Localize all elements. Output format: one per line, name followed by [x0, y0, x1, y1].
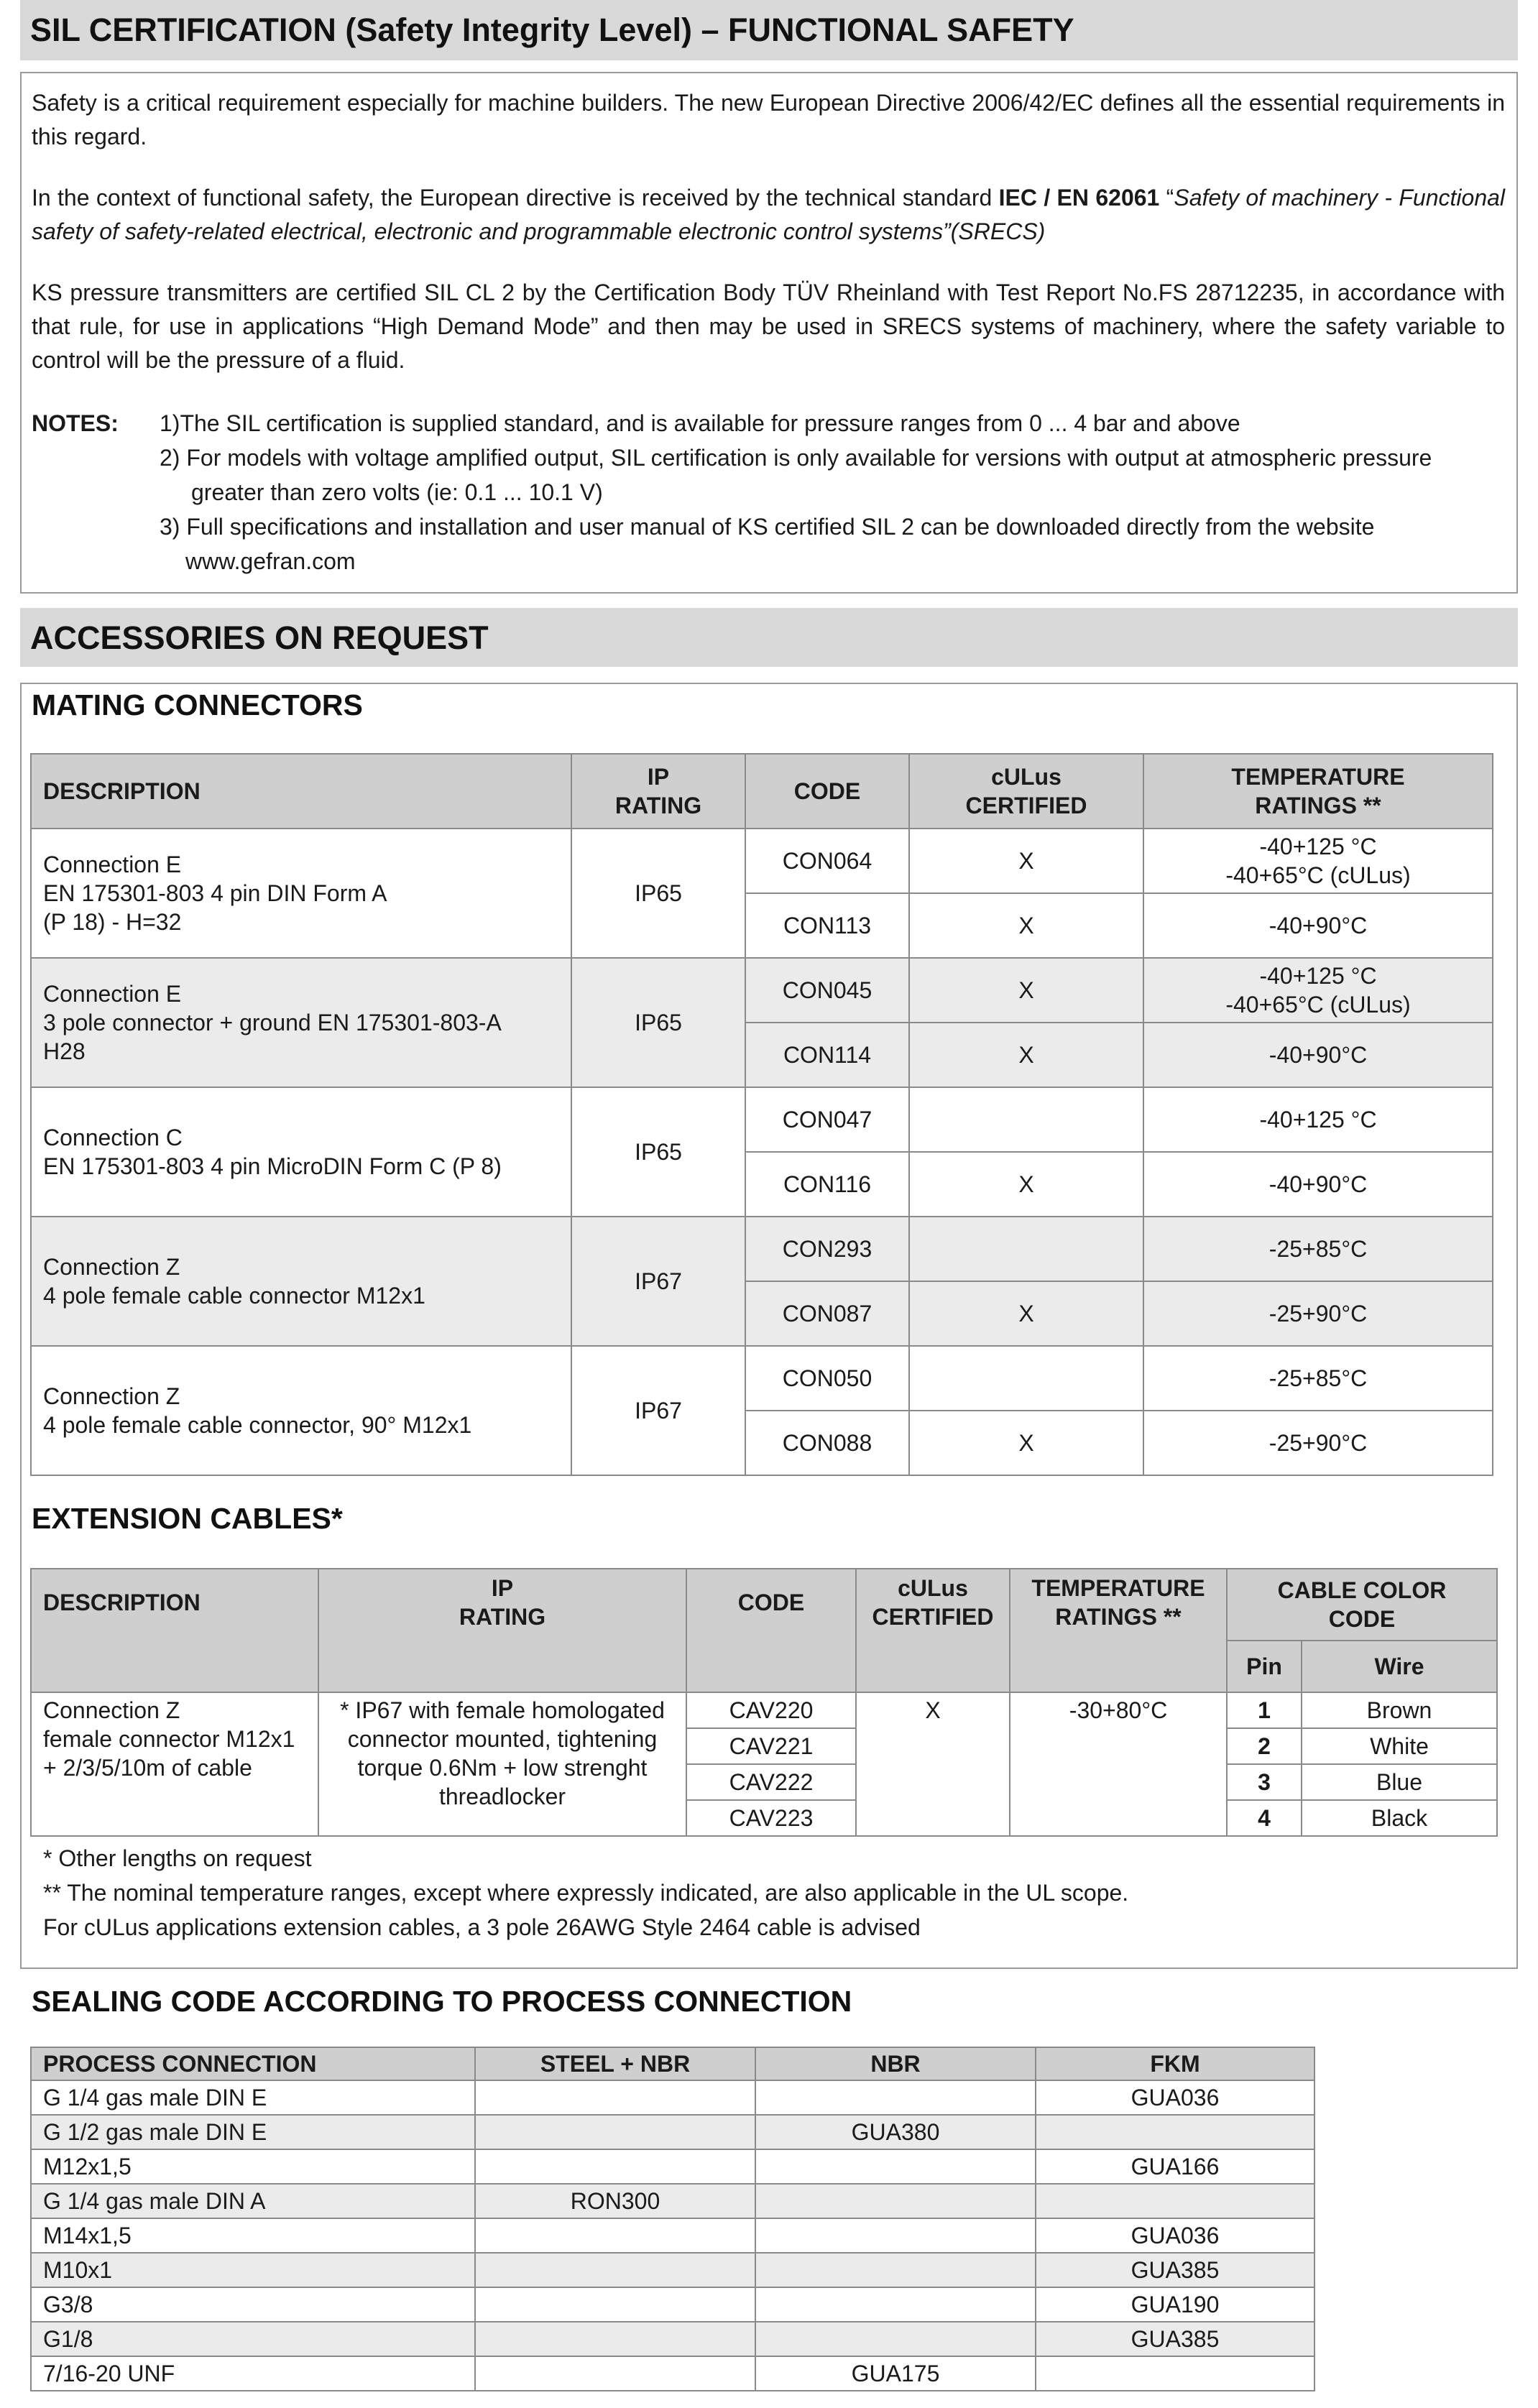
mating-temperature-line: -25+85°C — [1268, 1236, 1368, 1262]
note-1: 1)The SIL certification is supplied standard, and is available for pressure ranges from 0 ... 4 bar and above — [160, 410, 1240, 436]
sealing-fkm: GUA036 — [1036, 2080, 1314, 2115]
mating-temperature — [1143, 1087, 1493, 1152]
ext-ip-line-3: torque 0.6Nm + low strenght — [357, 1755, 648, 1781]
mating-description-line: EN 175301-803 4 pin DIN Form A — [43, 880, 387, 906]
sealing-header-steel-nbr: STEEL + NBR — [475, 2047, 755, 2080]
ext-wire-4: Black — [1302, 1800, 1497, 1836]
mating-temperature — [1143, 893, 1493, 958]
mating-description — [31, 958, 571, 1087]
ext-culus: X — [856, 1692, 1010, 1836]
sealing-fkm — [1036, 2356, 1314, 2391]
sealing-fkm: GUA190 — [1036, 2287, 1314, 2322]
sealing-fkm — [1036, 2184, 1314, 2218]
ext-description — [31, 1692, 318, 1836]
mating-row — [31, 1217, 1493, 1281]
ext-code-2: CAV221 — [686, 1728, 856, 1764]
sealing-fkm — [1036, 2115, 1314, 2149]
ext-header-color-1: CABLE COLOR — [1277, 1577, 1447, 1603]
accessories-title: ACCESSORIES ON REQUEST — [30, 619, 489, 656]
note-3a: 3) Full specifications and installation and user manual of KS certified SIL 2 can be downloaded directly from the website — [160, 514, 1375, 540]
mating-temperature-line: -40+90°C — [1268, 1171, 1368, 1197]
footnote-1: * Other lengths on request — [43, 1845, 312, 1871]
mating-description-line: H28 — [43, 1038, 86, 1064]
extension-row-1 — [31, 1692, 1497, 1728]
sealing-nbr — [755, 2253, 1036, 2287]
sealing-steel-nbr — [475, 2218, 755, 2253]
sealing-process-connection: G 1/4 gas male DIN A — [31, 2184, 475, 2218]
sealing-nbr — [755, 2080, 1036, 2115]
sealing-code-title: SEALING CODE ACCORDING TO PROCESS CONNECTION — [32, 1985, 852, 2018]
ext-header-wire: Wire — [1302, 1641, 1497, 1692]
ext-header-pin: Pin — [1227, 1641, 1302, 1692]
ext-header-ip-1: IP — [491, 1575, 514, 1601]
footnote-3: For cULus applications extension cables, a 3 pole 26AWG Style 2464 cable is advised — [43, 1914, 921, 1940]
mating-temperature — [1143, 958, 1493, 1023]
ext-pin-1: 1 — [1227, 1692, 1302, 1728]
sil-standard-name: IEC / EN 62061 — [998, 185, 1160, 211]
mating-temperature — [1143, 1281, 1493, 1346]
mating-row — [31, 958, 1493, 1023]
sealing-process-connection: G3/8 — [31, 2287, 475, 2322]
mating-temperature-line: -25+90°C — [1268, 1301, 1368, 1327]
sealing-header-nbr: NBR — [755, 2047, 1036, 2080]
sil-paragraph-3: KS pressure transmitters are certified SIL CL 2 by the Certification Body TÜV Rheinland with Test Report No.FS 28712235, in accordance with that rule, for use in applications “High Demand Mode” and then may be used in SRECS systems of machinery, where the safety variable to control will be the pressure of a fluid. — [32, 280, 1505, 373]
ext-desc-line-3: + 2/3/5/10m of cable — [43, 1755, 252, 1781]
mating-temperature — [1143, 1346, 1493, 1411]
mating-culus — [909, 1217, 1143, 1281]
sealing-row — [31, 2080, 1314, 2115]
sealing-header-row — [31, 2047, 1314, 2080]
mating-description-line: Connection E — [43, 981, 182, 1007]
mating-temperature-line: -25+90°C — [1268, 1430, 1368, 1456]
mating-culus: X — [909, 893, 1143, 958]
ext-code-1: CAV220 — [686, 1692, 856, 1728]
notes-label: NOTES: — [32, 410, 119, 436]
ext-pin-3: 3 — [1227, 1764, 1302, 1800]
mating-description — [31, 1217, 571, 1346]
mating-row — [31, 1346, 1493, 1411]
footnote-2: ** The nominal temperature ranges, except where expressly indicated, are also applicable in the UL scope. — [43, 1880, 1129, 1906]
mating-connectors-table — [30, 753, 1493, 1476]
ext-header-temp-2: RATINGS ** — [1055, 1604, 1182, 1630]
mating-ip-rating: IP65 — [571, 829, 745, 958]
sealing-nbr — [755, 2218, 1036, 2253]
note-2b: greater than zero volts (ie: 0.1 ... 10.1 V) — [191, 479, 603, 505]
sealing-fkm: GUA036 — [1036, 2218, 1314, 2253]
sealing-code-table — [30, 2047, 1315, 2391]
mating-temperature-line: -25+85°C — [1268, 1365, 1368, 1391]
mating-temperature-line: -40+65°C (cULus) — [1225, 992, 1411, 1018]
ext-ip-line-4: threadlocker — [438, 1784, 566, 1809]
sealing-process-connection: M14x1,5 — [31, 2218, 475, 2253]
mating-culus: X — [909, 829, 1143, 893]
header-ip-1: IP — [647, 764, 670, 790]
note-3b: www.gefran.com — [185, 548, 356, 574]
sealing-process-connection: M12x1,5 — [31, 2149, 475, 2184]
mating-culus: X — [909, 1152, 1143, 1217]
ext-pin-4: 4 — [1227, 1800, 1302, 1836]
ext-wire-2: White — [1302, 1728, 1497, 1764]
ext-header-culus — [856, 1569, 1010, 1692]
extension-cables-title: EXTENSION CABLES* — [32, 1502, 343, 1535]
sealing-row — [31, 2356, 1314, 2391]
ext-desc-line-2: female connector M12x1 — [43, 1726, 295, 1752]
sealing-row — [31, 2149, 1314, 2184]
mating-ip-rating: IP65 — [571, 958, 745, 1087]
mating-temperature-line: -40+65°C (cULus) — [1225, 862, 1411, 888]
mating-description — [31, 1346, 571, 1475]
sealing-row — [31, 2184, 1314, 2218]
ext-ip-line-1: * IP67 with female homologated — [340, 1697, 665, 1723]
header-culus-1: cULus — [991, 764, 1062, 790]
mating-culus: X — [909, 1023, 1143, 1087]
sealing-steel-nbr — [475, 2322, 755, 2356]
mating-code: CON113 — [745, 893, 909, 958]
mating-code: CON114 — [745, 1023, 909, 1087]
mating-description-line: Connection C — [43, 1125, 183, 1150]
mating-code: CON050 — [745, 1346, 909, 1411]
ext-header-color-2: CODE — [1328, 1606, 1396, 1632]
mating-temperature — [1143, 1152, 1493, 1217]
mating-row — [31, 1087, 1493, 1152]
mating-culus — [909, 1346, 1143, 1411]
ext-ip-line-2: connector mounted, tightening — [347, 1726, 658, 1752]
ext-header-ip-rating — [318, 1569, 686, 1692]
sil-paragraph-2-text: In the context of functional safety, the European directive is received by the technical standard — [32, 185, 999, 211]
sealing-nbr — [755, 2287, 1036, 2322]
mating-code: CON088 — [745, 1411, 909, 1475]
mating-temperature — [1143, 829, 1493, 893]
sealing-steel-nbr — [475, 2253, 755, 2287]
sealing-process-connection: G1/8 — [31, 2322, 475, 2356]
header-temp-1: TEMPERATURE — [1231, 764, 1405, 790]
sil-paragraph-1: Safety is a critical requirement especially for machine builders. The new European Directive 2006/42/EC defines all the essential requirements in this regard. — [32, 90, 1505, 149]
sealing-steel-nbr — [475, 2356, 755, 2391]
ext-header-temp-1: TEMPERATURE — [1031, 1575, 1205, 1601]
mating-temperature-line: -40+125 °C — [1259, 1107, 1377, 1133]
sealing-nbr — [755, 2184, 1036, 2218]
ext-desc-line-1: Connection Z — [43, 1697, 180, 1723]
sealing-row — [31, 2218, 1314, 2253]
sil-section-header — [20, 0, 1518, 60]
extension-footnotes — [43, 1841, 1128, 1945]
mating-code: CON045 — [745, 958, 909, 1023]
mating-temperature-line: -40+125 °C — [1259, 963, 1377, 989]
sealing-header-process: PROCESS CONNECTION — [31, 2047, 475, 2080]
mating-temperature-line: -40+125 °C — [1259, 834, 1377, 859]
mating-culus: X — [909, 1281, 1143, 1346]
sil-paragraph-2 — [32, 181, 1505, 249]
header-temperature — [1143, 754, 1493, 829]
sealing-steel-nbr: RON300 — [475, 2184, 755, 2218]
sealing-nbr — [755, 2322, 1036, 2356]
mating-description-line: 4 pole female cable connector, 90° M12x1 — [43, 1412, 472, 1438]
mating-code: CON087 — [745, 1281, 909, 1346]
ext-code-3: CAV222 — [686, 1764, 856, 1800]
mating-description-line: Connection Z — [43, 1254, 180, 1280]
mating-description-line: Connection Z — [43, 1383, 180, 1409]
ext-ip-rating — [318, 1692, 686, 1836]
sealing-row — [31, 2287, 1314, 2322]
mating-temperature — [1143, 1217, 1493, 1281]
header-temp-2: RATINGS ** — [1255, 793, 1381, 818]
mating-code: CON293 — [745, 1217, 909, 1281]
header-description: DESCRIPTION — [31, 754, 571, 829]
mating-connectors-title: MATING CONNECTORS — [32, 688, 363, 721]
ext-header-code: CODE — [686, 1569, 856, 1692]
ext-code-4: CAV223 — [686, 1800, 856, 1836]
accessories-section-header — [20, 608, 1518, 667]
sil-quote-open: “ — [1159, 185, 1174, 211]
sealing-nbr — [755, 2149, 1036, 2184]
sealing-fkm: GUA166 — [1036, 2149, 1314, 2184]
sealing-steel-nbr — [475, 2080, 755, 2115]
mating-code: CON116 — [745, 1152, 909, 1217]
extension-header-row — [31, 1569, 1497, 1641]
sealing-steel-nbr — [475, 2149, 755, 2184]
mating-temperature-line: -40+90°C — [1268, 913, 1368, 938]
ext-header-culus-2: CERTIFIED — [872, 1604, 994, 1630]
sealing-row — [31, 2322, 1314, 2356]
sealing-fkm: GUA385 — [1036, 2322, 1314, 2356]
ext-header-description: DESCRIPTION — [31, 1569, 318, 1692]
sealing-row — [31, 2115, 1314, 2149]
mating-description — [31, 829, 571, 958]
sealing-header-fkm: FKM — [1036, 2047, 1314, 2080]
sealing-nbr: GUA175 — [755, 2356, 1036, 2391]
ext-wire-3: Blue — [1302, 1764, 1497, 1800]
mating-culus — [909, 1087, 1143, 1152]
mating-ip-rating: IP65 — [571, 1087, 745, 1217]
mating-description-line: 4 pole female cable connector M12x1 — [43, 1283, 425, 1309]
mating-temperature-line: -40+90°C — [1268, 1042, 1368, 1068]
header-ip-rating — [571, 754, 745, 829]
mating-ip-rating: IP67 — [571, 1346, 745, 1475]
sealing-steel-nbr — [475, 2287, 755, 2322]
header-code: CODE — [745, 754, 909, 829]
mating-culus: X — [909, 958, 1143, 1023]
mating-description — [31, 1087, 571, 1217]
mating-header-row — [31, 754, 1493, 829]
sealing-process-connection: M10x1 — [31, 2253, 475, 2287]
mating-culus: X — [909, 1411, 1143, 1475]
ext-wire-1: Brown — [1302, 1692, 1497, 1728]
sil-title: SIL CERTIFICATION (Safety Integrity Level) – FUNCTIONAL SAFETY — [30, 11, 1074, 48]
ext-temperature: -30+80°C — [1010, 1692, 1227, 1836]
mating-temperature — [1143, 1023, 1493, 1087]
sil-standard-title: Safety of machinery - Functional safety of safety-related electrical, electronic and programmable electronic control systems”(SRECS) — [32, 185, 1506, 244]
ext-header-cable-color — [1227, 1569, 1497, 1641]
sealing-row — [31, 2253, 1314, 2287]
header-culus-2: CERTIFIED — [965, 793, 1087, 818]
mating-ip-rating: IP67 — [571, 1217, 745, 1346]
ext-header-ip-2: RATING — [459, 1604, 546, 1630]
note-2a: 2) For models with voltage amplified output, SIL certification is only available for versions with output at atmospheric pressure — [160, 445, 1432, 471]
header-ip-2: RATING — [614, 793, 702, 818]
mating-description-line: (P 18) - H=32 — [43, 909, 182, 935]
mating-description-line: Connection E — [43, 852, 182, 877]
sealing-steel-nbr — [475, 2115, 755, 2149]
mating-code: CON047 — [745, 1087, 909, 1152]
mating-description-line: EN 175301-803 4 pin MicroDIN Form C (P 8) — [43, 1153, 502, 1179]
sealing-process-connection: G 1/4 gas male DIN E — [31, 2080, 475, 2115]
sil-notes — [32, 407, 1512, 579]
sealing-fkm: GUA385 — [1036, 2253, 1314, 2287]
mating-row — [31, 829, 1493, 893]
ext-header-culus-1: cULus — [898, 1575, 968, 1601]
header-culus — [909, 754, 1143, 829]
sealing-nbr: GUA380 — [755, 2115, 1036, 2149]
sealing-process-connection: 7/16-20 UNF — [31, 2356, 475, 2391]
sealing-process-connection: G 1/2 gas male DIN E — [31, 2115, 475, 2149]
mating-temperature — [1143, 1411, 1493, 1475]
extension-cables-table — [30, 1568, 1498, 1837]
mating-code: CON064 — [745, 829, 909, 893]
mating-description-line: 3 pole connector + ground EN 175301-803-A — [43, 1010, 502, 1035]
ext-pin-2: 2 — [1227, 1728, 1302, 1764]
ext-header-temperature — [1010, 1569, 1227, 1692]
